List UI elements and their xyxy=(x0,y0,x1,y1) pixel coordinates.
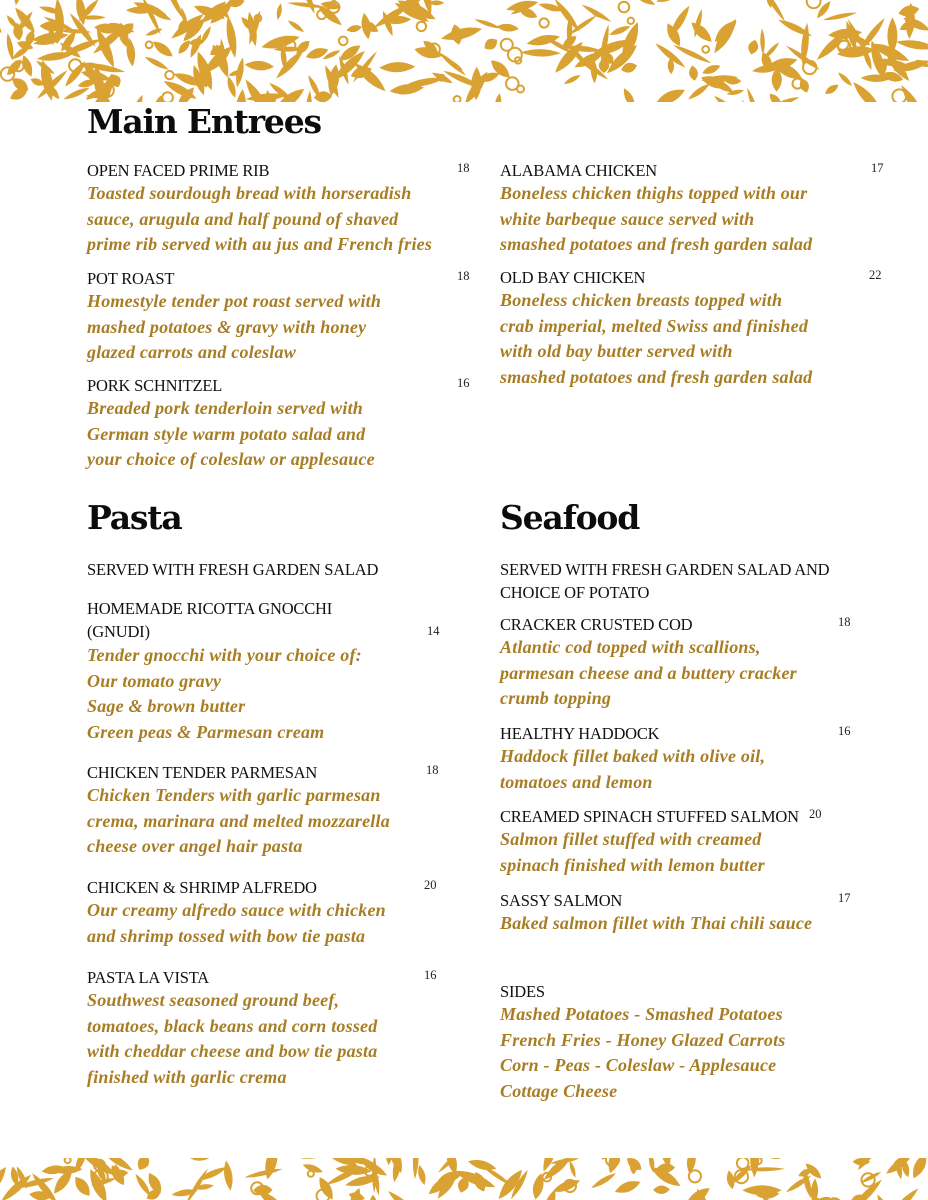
item-price: 20 xyxy=(809,807,822,821)
sides-list xyxy=(500,1002,860,1104)
desc-line: Baked salmon fillet with Thai chili sauce xyxy=(500,913,813,933)
desc-line: glazed carrots and coleslaw xyxy=(87,342,296,362)
desc-line: smashed potatoes and fresh garden salad xyxy=(500,234,813,254)
desc-line: Salmon fillet stuffed with creamed xyxy=(500,829,762,849)
berry-shape xyxy=(506,77,519,90)
menu-item-old-bay-chicken xyxy=(500,268,890,390)
leaf-shape xyxy=(888,1186,920,1200)
leaf-shape xyxy=(823,82,840,97)
desc-line: Homestyle tender pot roast served with xyxy=(87,291,382,311)
leaf-shape xyxy=(222,1160,234,1192)
sides-section xyxy=(500,982,860,1104)
leaf-shape xyxy=(613,1178,642,1197)
leaf-shape xyxy=(760,28,766,55)
desc-line: parmesan cheese and a buttery cracker xyxy=(500,662,797,683)
item-price: 18 xyxy=(426,763,439,777)
leaf-shape xyxy=(304,90,314,102)
desc-line: with cheddar cheese and bow tie pasta xyxy=(87,1041,378,1061)
item-name: PASTA LA VISTA xyxy=(87,968,210,987)
leaf-shape xyxy=(386,1188,424,1200)
top-floral-band xyxy=(0,0,928,102)
floral-pattern-bottom xyxy=(0,1158,928,1200)
leaf-shape xyxy=(71,1174,94,1199)
item-name: CHICKEN & SHRIMP ALFREDO xyxy=(87,878,317,897)
leaf-shape xyxy=(850,79,886,102)
leaf-shape xyxy=(127,93,146,102)
leaf-shape xyxy=(909,1158,928,1181)
leaf-shape xyxy=(275,3,283,20)
leaf-shape xyxy=(482,35,501,52)
leaf-shape xyxy=(379,62,415,73)
leaf-shape xyxy=(0,12,5,37)
leaf-shape xyxy=(683,1184,713,1200)
berry-shape xyxy=(619,2,630,13)
leaf-shape xyxy=(874,1192,900,1200)
desc-line: Chicken Tenders with garlic parmesan xyxy=(87,785,381,805)
berry-shape xyxy=(737,1158,749,1169)
leaf-shape xyxy=(41,1164,67,1176)
leaf-shape xyxy=(369,1195,376,1200)
berry-shape xyxy=(339,37,348,46)
desc-line: Our creamy alfredo sauce with chicken xyxy=(87,900,386,920)
desc-line: spinach finished with lemon butter xyxy=(500,854,765,875)
side-line: Corn - Peas - Coleslaw - Applesauce xyxy=(500,1055,777,1075)
berry-shape xyxy=(689,1170,701,1182)
leaf-shape xyxy=(244,1167,283,1180)
desc-line: tomatoes and lemon xyxy=(500,771,653,792)
leaf-shape xyxy=(5,14,20,30)
item-price: 18 xyxy=(457,269,470,283)
desc-line: Green peas & Parmesan cream xyxy=(87,721,325,742)
leaf-shape xyxy=(186,1158,210,1162)
item-description xyxy=(87,783,447,860)
leaf-shape xyxy=(653,85,687,102)
item-name: OLD BAY CHICKEN xyxy=(500,268,646,287)
berry-shape xyxy=(417,22,426,31)
desc-line: Toasted sourdough bread with horseradish xyxy=(87,183,412,203)
leaf-shape xyxy=(150,38,175,60)
menu-item-pot-roast xyxy=(87,269,472,366)
desc-line: Boneless chicken thighs topped with our xyxy=(500,183,808,203)
desc-line: sauce, arugula and half pound of shaved xyxy=(87,208,399,229)
item-description xyxy=(500,635,860,712)
berry-shape xyxy=(65,1158,71,1163)
desc-line: smashed potatoes and fresh garden salad xyxy=(500,366,813,387)
desc-line: finished with garlic crema xyxy=(87,1066,287,1087)
desc-line: crumb topping xyxy=(500,688,612,708)
side-line: Cottage Cheese xyxy=(500,1080,618,1101)
berry-shape xyxy=(501,39,513,51)
item-name: SASSY SALMON xyxy=(500,891,623,910)
item-name: OPEN FACED PRIME RIB xyxy=(87,161,270,180)
item-price: 20 xyxy=(424,878,437,892)
leaf-shape xyxy=(500,1158,525,1161)
leaf-shape xyxy=(745,87,762,102)
leaf-shape xyxy=(746,39,760,56)
item-name: HEALTHY HADDOCK xyxy=(500,724,660,743)
leaf-shape xyxy=(634,0,656,7)
berry-shape xyxy=(454,96,461,102)
leaf-shape xyxy=(143,54,170,71)
leaf-shape xyxy=(590,1171,617,1190)
leaf-shape xyxy=(655,0,680,4)
leaf-shape xyxy=(810,1178,819,1200)
desc-line: Sage & brown butter xyxy=(87,696,246,716)
desc-line: cheese over angel hair pasta xyxy=(87,836,303,856)
leaf-shape xyxy=(416,1164,427,1186)
leaf-shape xyxy=(11,0,27,6)
desc-line: Tender gnocchi with your choice of: xyxy=(87,645,362,665)
leaf-shape xyxy=(304,45,329,61)
side-line: Mashed Potatoes - Smashed Potatoes xyxy=(500,1004,783,1024)
item-description xyxy=(87,289,472,366)
floral-pattern-top xyxy=(0,0,928,102)
leaf-shape xyxy=(494,93,503,102)
item-name: CHICKEN TENDER PARMESAN xyxy=(87,763,318,782)
item-description xyxy=(87,988,447,1090)
item-price: 17 xyxy=(871,161,884,175)
menu-item-sassy-salmon xyxy=(500,891,860,937)
desc-line: white barbeque sauce served with xyxy=(500,208,755,229)
leaf-shape xyxy=(688,65,699,82)
item-price: 22 xyxy=(869,268,882,282)
leaf-shape xyxy=(301,1158,337,1161)
berry-shape xyxy=(165,71,173,79)
seafood-title: Seafood xyxy=(500,498,640,537)
leaf-shape xyxy=(733,99,746,102)
menu-item-creamed-spinach-salmon xyxy=(500,807,860,878)
leaf-shape xyxy=(836,71,853,88)
berry-shape xyxy=(702,46,709,53)
item-description xyxy=(500,911,860,937)
item-name: CRACKER CRUSTED COD xyxy=(500,615,693,634)
leaf-shape xyxy=(822,10,857,22)
desc-line: tomatoes, black beans and corn tossed xyxy=(87,1015,378,1036)
menu-item-alabama-chicken xyxy=(500,161,890,258)
menu-item-prime-rib xyxy=(87,161,472,258)
leaf-shape xyxy=(580,3,612,24)
leaf-shape xyxy=(440,24,483,44)
desc-line: Boneless chicken breasts topped with xyxy=(500,290,783,310)
leaf-shape xyxy=(767,91,784,102)
berry-shape xyxy=(892,89,906,102)
desc-line: crab imperial, melted Swiss and finished xyxy=(500,315,809,336)
pasta-note: SERVED WITH FRESH GARDEN SALAD xyxy=(87,560,379,579)
item-description xyxy=(500,181,890,258)
item-price: 16 xyxy=(838,724,851,738)
seafood-note: SERVED WITH FRESH GARDEN SALAD AND CHOICE OF POTATO xyxy=(500,560,830,602)
berry-shape xyxy=(628,18,634,24)
item-name: HOMEMADE RICOTTA GNOCCHI (GNUDI) xyxy=(87,599,333,641)
leaf-shape xyxy=(315,1175,336,1200)
item-name: PORK SCHNITZEL xyxy=(87,376,223,395)
leaf-shape xyxy=(53,0,66,38)
desc-line: your choice of coleslaw or applesauce xyxy=(87,449,375,469)
leaf-shape xyxy=(20,54,36,78)
berry-shape xyxy=(308,1171,314,1177)
menu-item-healthy-haddock xyxy=(500,724,860,795)
desc-line: Southwest seasoned ground beef, xyxy=(87,990,340,1010)
leaf-shape xyxy=(701,62,722,76)
desc-line: Our tomato gravy xyxy=(87,670,222,691)
leaf-shape xyxy=(244,60,274,71)
leaf-shape xyxy=(759,0,787,23)
leaf-shape xyxy=(688,19,715,46)
desc-line: German style warm potato salad and xyxy=(87,423,366,444)
item-description xyxy=(87,898,447,949)
menu-item-pasta-la-vista xyxy=(87,968,447,1090)
bottom-floral-band xyxy=(0,1158,928,1200)
sides-title: SIDES xyxy=(500,982,545,1001)
desc-line: prime rib served with au jus and French fries xyxy=(87,234,433,254)
item-price: 18 xyxy=(838,615,851,629)
item-description xyxy=(500,288,890,390)
leaf-shape xyxy=(287,19,306,34)
menu-item-chicken-tender-parmesan xyxy=(87,763,447,860)
item-price: 18 xyxy=(457,161,470,175)
item-description xyxy=(500,827,860,878)
item-description xyxy=(87,643,442,745)
leaf-shape xyxy=(520,49,560,57)
leaf-shape xyxy=(551,1177,581,1196)
berry-shape xyxy=(540,18,549,27)
item-name: POT ROAST xyxy=(87,269,175,288)
desc-line: Breaded pork tenderloin served with xyxy=(87,398,363,418)
leaf-shape xyxy=(687,81,712,101)
desc-line: Haddock fillet baked with olive oil, xyxy=(500,746,766,766)
leaf-shape xyxy=(898,83,928,102)
leaf-shape xyxy=(135,1158,153,1172)
item-price: 16 xyxy=(457,376,470,390)
berry-shape xyxy=(162,92,173,102)
menu-item-gnocchi xyxy=(87,597,442,745)
item-name: ALABAMA CHICKEN xyxy=(500,161,657,180)
leaf-shape xyxy=(563,73,582,86)
item-description xyxy=(87,181,472,258)
berry-shape xyxy=(146,41,153,48)
leaf-shape xyxy=(895,38,928,52)
main-entrees-title: Main Entrees xyxy=(87,102,321,141)
leaf-shape xyxy=(145,27,164,38)
leaf-shape xyxy=(621,87,638,102)
desc-line: and shrimp tossed with bow tie pasta xyxy=(87,925,366,946)
item-name: CREAMED SPINACH STUFFED SALMON xyxy=(500,807,799,826)
desc-line: Atlantic cod topped with scallions, xyxy=(500,637,761,657)
leaf-shape xyxy=(653,1185,670,1194)
desc-line: mashed potatoes & gravy with honey xyxy=(87,316,367,337)
item-description xyxy=(87,396,472,473)
desc-line: with old bay butter served with xyxy=(500,341,733,361)
item-price: 16 xyxy=(424,968,437,982)
leaf-shape xyxy=(346,24,363,34)
pasta-title: Pasta xyxy=(87,498,182,537)
berry-shape xyxy=(807,0,821,8)
menu-item-cracker-crusted-cod xyxy=(500,615,860,712)
item-price: 14 xyxy=(427,624,440,638)
item-description xyxy=(500,744,860,795)
menu-item-pork-schnitzel xyxy=(87,376,472,473)
desc-line: crema, marinara and melted mozzarella xyxy=(87,810,390,831)
side-line: French Fries - Honey Glazed Carrots xyxy=(500,1029,786,1050)
item-price: 17 xyxy=(838,891,851,905)
menu-item-chicken-shrimp-alfredo xyxy=(87,878,447,949)
leaf-shape xyxy=(568,1160,577,1178)
